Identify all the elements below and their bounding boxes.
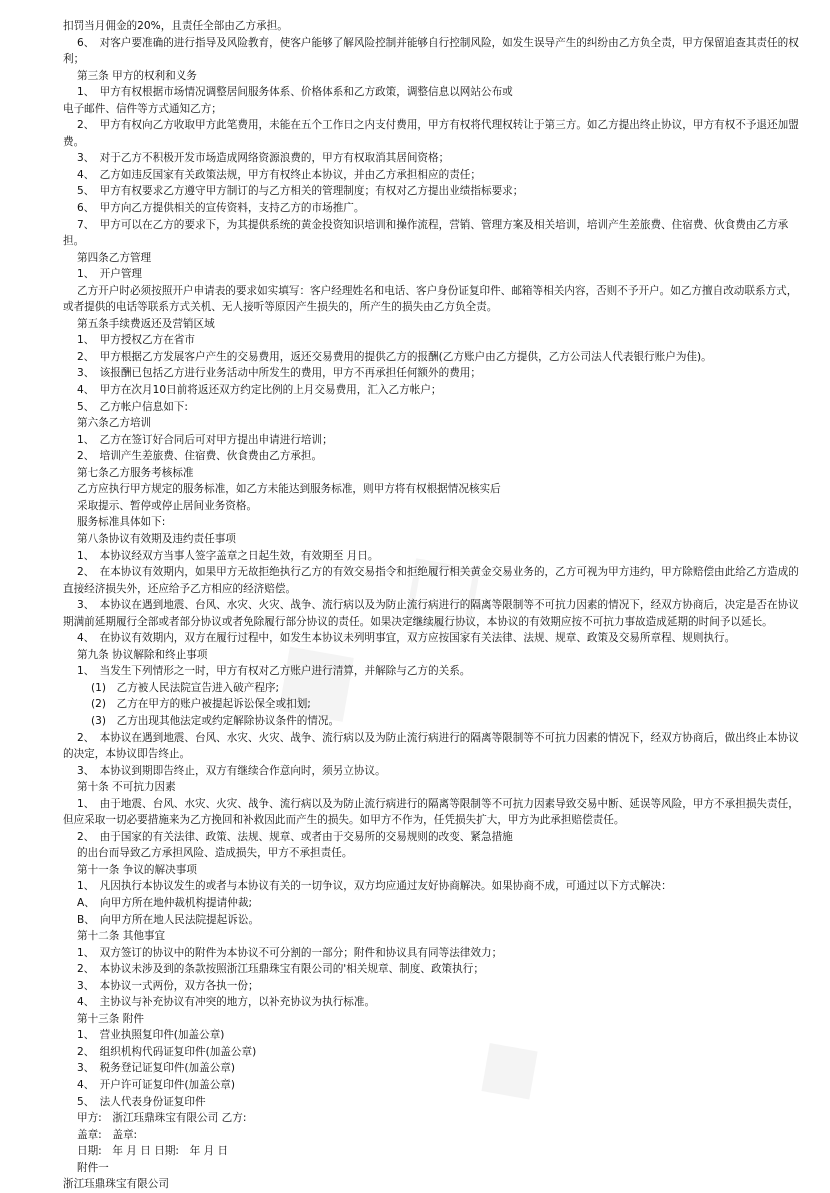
paragraph: 6、 对客户要准确的进行指导及风险教育，使客户能够了解风险控制并能够自行控制风险，如发生误导产生的纠纷由乙方负全责，甲方保留追查其责任的权利； <box>63 36 799 66</box>
section-heading: 第八条协议有效期及违约责任事项 <box>77 532 236 545</box>
section-heading: 第三条 甲方的权利和义务 <box>77 69 197 82</box>
paragraph: 扣罚当月佣金的20%，且责任全部由乙方承担。 <box>63 20 288 32</box>
section-heading: 第十三条 附件 <box>77 1012 144 1025</box>
list-item: 2、 组织机构代码证复印件(加盖公章) <box>77 1045 257 1058</box>
list-item: 4、 开户许可证复印件(加盖公章) <box>77 1079 236 1091</box>
list-item: 4、 主协议与补充协议有冲突的地方，以补充协议为执行标准。 <box>77 996 376 1009</box>
list-item: (1) 乙方被人民法院宣告进入破产程序; <box>91 681 280 694</box>
list-item: (3) 乙方出现其他法定或约定解除协议条件的情况。 <box>91 714 340 727</box>
list-item: 5、 法人代表身份证复印件 <box>77 1095 206 1108</box>
list-item: 1、 由于地震、台风、水灾、火灾、战争、流行病以及为防止流行病进行的隔离等限制等不可抗力因素导致交易中断、延误等风险，甲方不承担损失责任，但应采取一切必要措施来为乙方挽回和补救因此而产生的损失。如甲方不作为，任凭损失扩大，甲方为此承担赔偿责任。 <box>63 797 799 827</box>
document-body <box>63 18 803 1193</box>
section-heading: 第十二条 其他事宜 <box>77 930 166 943</box>
section-heading: 第七条乙方服务考核标准 <box>77 466 194 479</box>
list-item: 2、 在本协议有效期内，如果甲方无故拒绝执行乙方的有效交易指令和拒绝履行相关黄金交易业务的，乙方可视为甲方违约，甲方除赔偿由此给乙方造成的直接经济损失外，还应给予乙方相应的经济赔偿。 <box>63 566 799 595</box>
section-heading: 第四条乙方管理 <box>77 251 152 264</box>
list-item: 2、 培训产生差旅费、住宿费、伙食费由乙方承担。 <box>77 450 323 463</box>
paragraph: 乙方应执行甲方规定的服务标准，如乙方未能达到服务标准，则甲方将有权根据情况核实后 <box>77 483 501 496</box>
list-item: (2) 乙方在甲方的账户被提起诉讼保全或扣划; <box>91 698 311 711</box>
section-heading: 第五条手续费返还及营销区域 <box>77 317 215 330</box>
list-item: 1、 本协议经双方当事人签字盖章之日起生效，有效期至 月日。 <box>77 549 379 562</box>
date-line: 日期: 年 月 日 日期: 年 月 日 <box>77 1145 229 1158</box>
list-item: 4、 甲方在次月10日前将返还双方约定比例的上月交易费用，汇入乙方帐户； <box>77 384 442 397</box>
appendix-label: 附件一 <box>77 1161 109 1174</box>
list-item: 2、 甲方根据乙方发展客户产生的交易费用，返还交易费用的提供乙方的报酬(乙方账户由乙方提供，乙方公司法人代表银行账户为佳)。 <box>77 350 712 363</box>
list-item: 6、 甲方向乙方提供相关的宣传资料，支持乙方的市场推广。 <box>77 202 365 215</box>
section-heading: 第九条 协议解除和终止事项 <box>77 648 208 661</box>
list-item: A、 向甲方所在地仲裁机构提请仲裁; <box>77 896 253 909</box>
list-item: 1、 甲方授权乙方在省市 <box>77 334 195 347</box>
list-item: 3、 该报酬已包括乙方进行业务活动中所发生的费用，甲方不再承担任何额外的费用； <box>77 367 481 380</box>
signature-line: 甲方: 浙江珏鼎珠宝有限公司 乙方: <box>77 1112 247 1125</box>
company-name: 浙江珏鼎珠宝有限公司 <box>63 1178 169 1191</box>
list-item: 1、 凡因执行本协议发生的或者与本协议有关的一切争议，双方均应通过友好协商解决。如果协商不成，可通过以下方式解决： <box>77 880 672 893</box>
list-item: 3、 对于乙方不积极开发市场造成网络资源浪费的，甲方有权取消其居间资格； <box>77 152 450 165</box>
list-item: 7、 甲方可以在乙方的要求下，为其提供系统的黄金投资知识培训和操作流程，营销、管理方案及相关培训，培训产生差旅费、住宿费、伙食费由乙方承担。 <box>63 218 789 248</box>
list-item: 5、 乙方帐户信息如下: <box>77 400 188 413</box>
list-item: 1、 乙方在签订好合同后可对甲方提出申请进行培训； <box>77 433 333 446</box>
list-item: 3、 本协议在遇到地震、台风、水灾、火灾、战争、流行病以及为防止流行病进行的隔离等限制等不可抗力因素的情况下，经双方协商后，决定是否在协议期满前延期履行全部或者部分协议或者免除履行部分协议的责任。如果决定继续履行协议，本协议的有效期应按不可抗力事故造成延期的时间予以延长。 <box>63 599 799 628</box>
list-item: 3、 税务登记证复印件(加盖公章) <box>77 1062 236 1075</box>
paragraph: 电子邮件、信件等方式通知乙方； <box>63 102 222 115</box>
list-item: 1、 营业执照复印件(加盖公章) <box>77 1029 225 1042</box>
list-item: 2、 本协议未涉及到的条款按照浙江珏鼎珠宝有限公司的'相关规章、制度、政策执行； <box>77 963 484 976</box>
list-item: 4、 乙方如违反国家有关政策法规，甲方有权终止本协议，并由乙方承担相应的责任； <box>77 168 481 181</box>
paragraph: 服务标准具体如下: <box>77 516 166 529</box>
signature-line: 盖章: 盖章: <box>77 1128 138 1141</box>
paragraph: 的出台而导致乙方承担风险、造成损失，甲方不承担责任。 <box>77 847 353 860</box>
list-item: 1、 开户管理 <box>77 268 143 281</box>
section-heading: 第十一条 争议的解决事项 <box>77 863 197 876</box>
list-item: B、 向甲方所在地人民法院提起诉讼。 <box>77 913 260 926</box>
list-item: 1、 当发生下列情形之一时，甲方有权对乙方账户进行清算，并解除与乙方的关系。 <box>77 665 471 678</box>
paragraph: 采取提示、暂停或停止居间业务资格。 <box>77 499 258 512</box>
section-heading: 第六条乙方培训 <box>77 417 152 430</box>
section-heading: 第十条 不可抗力因素 <box>77 781 176 794</box>
list-item: 2、 由于国家的有关法律、政策、法规、规章、或者由于交易所的交易规则的改变、紧急措施 <box>77 830 513 843</box>
list-item: 1、 甲方有权根据市场情况调整居间服务体系、价格体系和乙方政策，调整信息以网站公布或 <box>77 86 513 99</box>
list-item: 3、 本协议一式两份，双方各执一份； <box>77 979 259 992</box>
list-item: 4、 在协议有效期内，双方在履行过程中，如发生本协议未列明事宜，双方应按国家有关法律、法规、规章、政策及交易所章程、规则执行。 <box>77 632 736 645</box>
paragraph: 乙方开户时必须按照开户申请表的要求如实填写：客户经理姓名和电话、客户身份证复印件、邮箱等相关内容，否则不予开户。如乙方擅自改动联系方式，或者提供的电话等联系方式关机、无人接听等原因产生损失的，所产生的损失由乙方负全责。 <box>63 284 798 314</box>
list-item: 2、 本协议在遇到地震、台风、水灾、火灾、战争、流行病以及为防止流行病进行的隔离等限制等不可抗力因素的情况下，经双方协商后，做出终止本协议的决定，本协议即告终止。 <box>63 731 799 761</box>
list-item: 2、 甲方有权向乙方收取甲方此笔费用，未能在五个工作日之内支付费用，甲方有权将代理权转让于第三方。如乙方提出终止协议，甲方有权不予退还加盟费。 <box>63 119 799 148</box>
list-item: 3、 本协议到期即告终止，双方有继续合作意向时，须另立协议。 <box>77 764 386 777</box>
list-item: 5、 甲方有权要求乙方遵守甲方制订的与乙方相关的管理制度；有权对乙方提出业绩指标要求； <box>77 185 524 198</box>
list-item: 1、 双方签订的协议中的附件为本协议不可分割的一部分；附件和协议具有同等法律效力； <box>77 946 503 959</box>
